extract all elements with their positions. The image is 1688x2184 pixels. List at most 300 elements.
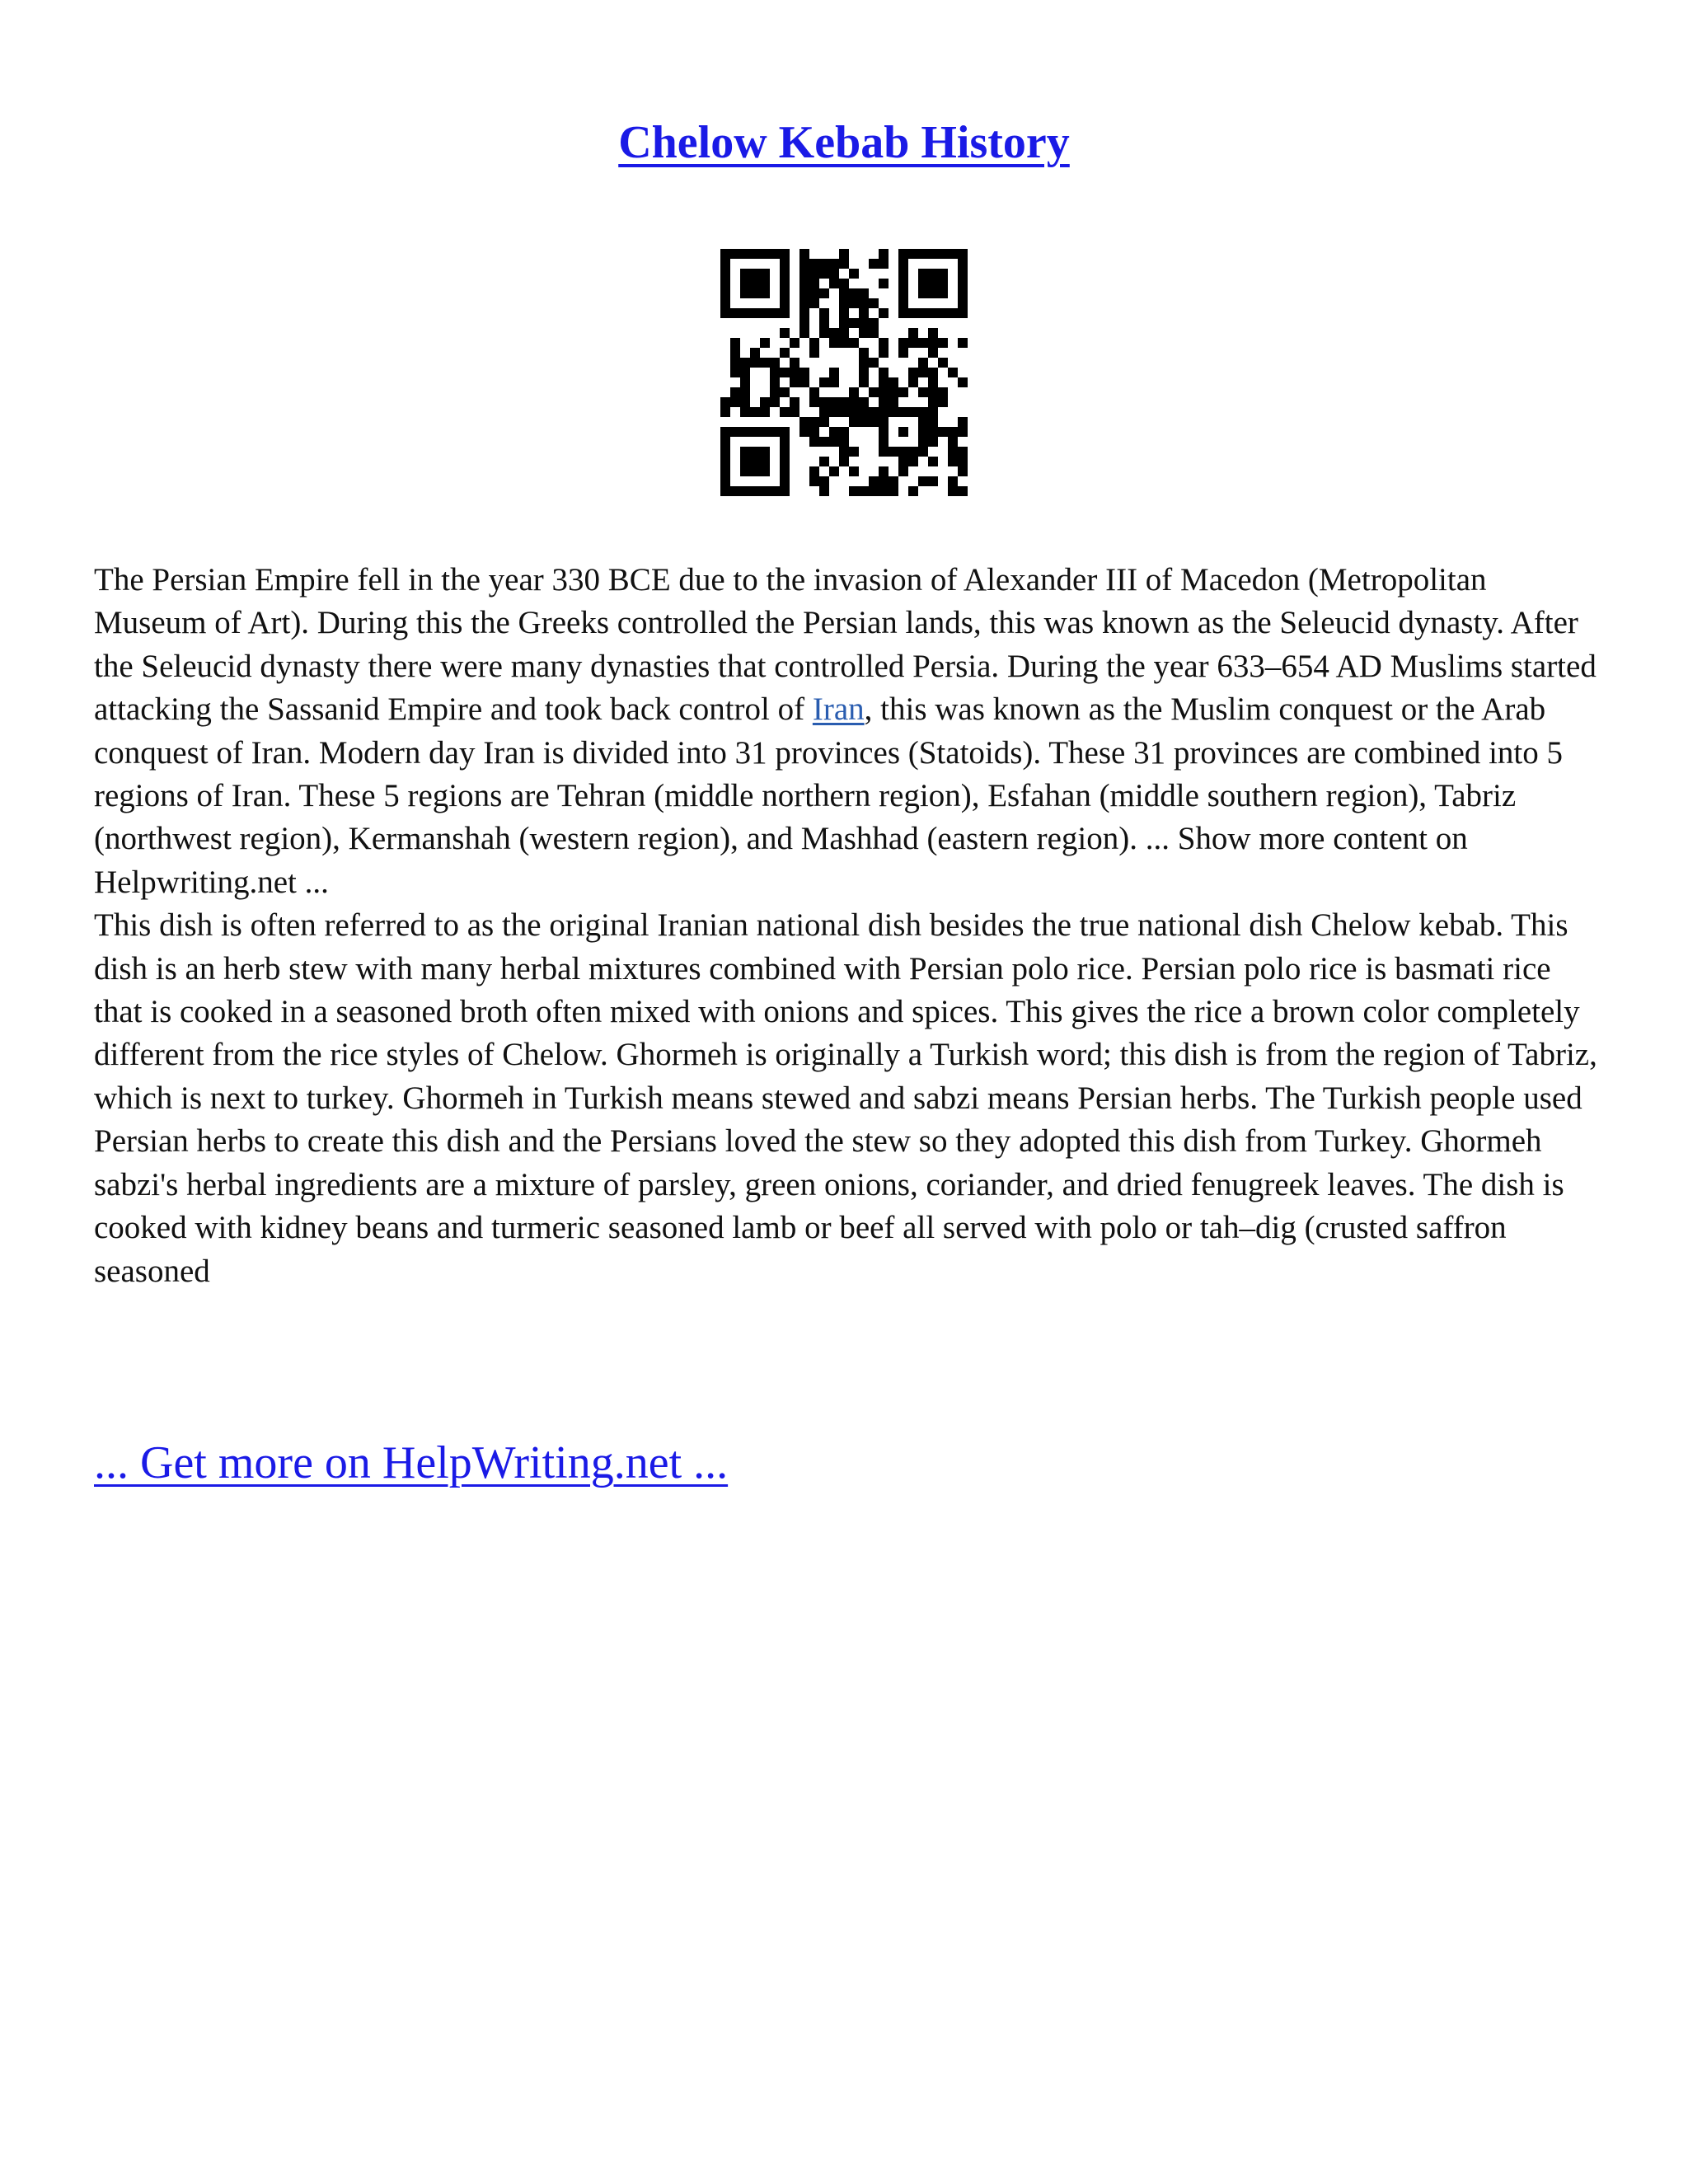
qr-module: [780, 457, 790, 466]
qr-module: [879, 377, 889, 387]
qr-module: [740, 279, 750, 288]
qr-module: [809, 427, 819, 437]
qr-module: [809, 437, 819, 447]
qr-module: [829, 368, 839, 377]
qr-module: [720, 259, 730, 269]
qr-module: [859, 486, 869, 496]
title-link[interactable]: Chelow Kebab History: [618, 117, 1070, 168]
qr-module: [839, 298, 849, 308]
qr-module: [859, 368, 869, 377]
qr-module: [819, 328, 829, 338]
qr-module: [740, 358, 750, 368]
qr-module: [780, 476, 790, 486]
qr-module: [928, 279, 938, 288]
qr-module: [760, 427, 770, 437]
qr-module: [849, 318, 859, 328]
qr-module: [958, 259, 968, 269]
qr-module: [918, 407, 928, 417]
qr-module: [928, 368, 938, 377]
qr-module: [918, 338, 928, 348]
qr-module: [790, 397, 799, 407]
qr-module: [740, 427, 750, 437]
qr-module: [819, 397, 829, 407]
qr-module: [928, 288, 938, 298]
qr-module: [799, 249, 809, 259]
qr-module: [928, 338, 938, 348]
qr-module: [730, 249, 740, 259]
qr-module: [760, 466, 770, 476]
qr-module: [780, 279, 790, 288]
qr-module: [928, 249, 938, 259]
qr-module: [839, 407, 849, 417]
page-title: [0, 114, 1688, 171]
qr-module: [829, 269, 839, 279]
qr-module: [819, 407, 829, 417]
qr-module: [770, 368, 780, 377]
qr-module: [839, 249, 849, 259]
qr-module: [839, 338, 849, 348]
qr-module: [879, 427, 889, 437]
qr-module: [839, 457, 849, 466]
qr-module: [938, 249, 948, 259]
qr-module: [958, 298, 968, 308]
qr-module: [780, 249, 790, 259]
qr-module: [720, 457, 730, 466]
qr-module: [750, 407, 760, 417]
qr-module: [730, 348, 740, 358]
qr-module: [780, 269, 790, 279]
qr-module: [859, 328, 869, 338]
paragraph-2: This dish is often referred to as the original Iranian national dish besides the true national dish Chelow kebab. This dish is an herb stew with many herbal mixtures combined with Persian polo rice. Persian polo rice is basmati rice that is cooked in a seasoned broth often mixed with onions and spices. This gives the rice a brown color completely different from the rice styles of Chelow. Ghormeh is originally a Turkish word; this dish is from the region of Tabriz, which is next to turkey. Ghormeh in Turkish means stewed and sabzi means Persian herbs. The Turkish people used Persian herbs to create this dish and the Persians loved the stew so they adopted this dish from Turkey. Ghormeh sabzi's herbal ingredients are a mixture of parsley, green onions, coriander, and dried fenugreek leaves. The dish is cooked with kidney beans and turmeric seasoned lamb or beef all served with polo or tah–dig (crusted saffron seasoned: [94, 907, 1597, 1289]
qr-module: [869, 407, 879, 417]
qr-module: [849, 447, 859, 457]
qr-module: [730, 397, 740, 407]
paragraph-1-text-a: The Persian Empire fell in the year 330 BCE due to the invasion of Alexander III of Macedon (Metropolitan Museum of Art). During this the Greeks controlled the Persian lands, this was known as the Seleucid dynasty. After the Seleucid dynasty there were many dynasties that controlled Persia. During the year 633–654 AD Muslims started attacking the Sassanid Empire and took back control of: [94, 562, 1597, 728]
qr-module: [740, 377, 750, 387]
qr-module: [780, 298, 790, 308]
qr-module: [908, 457, 918, 466]
qr-module: [829, 427, 839, 437]
qr-module: [829, 466, 839, 476]
qr-module: [809, 417, 819, 427]
qr-module: [839, 397, 849, 407]
qr-module: [849, 417, 859, 427]
qr-module: [750, 358, 760, 368]
qr-module: [889, 486, 898, 496]
qr-module: [720, 466, 730, 476]
qr-module: [720, 298, 730, 308]
qr-module: [898, 288, 908, 298]
qr-module: [928, 417, 938, 427]
qr-module: [928, 308, 938, 318]
qr-module: [869, 387, 879, 397]
qr-module: [918, 427, 928, 437]
qr-module: [740, 397, 750, 407]
qr-module: [908, 368, 918, 377]
qr-module: [849, 466, 859, 476]
qr-module: [839, 288, 849, 298]
qr-module: [889, 447, 898, 457]
qr-module: [780, 466, 790, 476]
qr-module: [760, 447, 770, 457]
qr-module: [720, 437, 730, 447]
qr-module: [918, 249, 928, 259]
qr-module: [859, 407, 869, 417]
qr-module: [750, 427, 760, 437]
qr-module: [889, 387, 898, 397]
qr-module: [879, 417, 889, 427]
qr-module: [790, 368, 799, 377]
qr-module: [839, 328, 849, 338]
qr-module: [819, 417, 829, 427]
qr-module: [760, 279, 770, 288]
qr-module: [740, 387, 750, 397]
qr-module: [908, 407, 918, 417]
qr-module: [948, 427, 958, 437]
qr-module: [908, 447, 918, 457]
qr-module: [799, 279, 809, 288]
qr-module: [859, 298, 869, 308]
qr-module: [859, 417, 869, 427]
qr-module: [869, 358, 879, 368]
qr-module: [799, 259, 809, 269]
qr-module: [889, 377, 898, 387]
qr-module: [839, 279, 849, 288]
qr-module: [730, 427, 740, 437]
get-more-link-container: [94, 1434, 728, 1492]
qr-module: [770, 427, 780, 437]
qr-module: [720, 308, 730, 318]
qr-module: [928, 407, 938, 417]
qr-module: [760, 397, 770, 407]
qr-module: [859, 348, 869, 358]
paragraph-1: [94, 559, 1602, 904]
qr-module: [879, 338, 889, 348]
qr-module: [730, 368, 740, 377]
qr-code-graphic: [720, 249, 968, 496]
qr-module: [898, 269, 908, 279]
qr-module: [829, 397, 839, 407]
qr-module: [720, 269, 730, 279]
qr-module: [889, 397, 898, 407]
qr-module: [819, 259, 829, 269]
qr-module: [928, 328, 938, 338]
qr-module: [809, 298, 819, 308]
qr-code-icon: [720, 249, 968, 496]
paragraph-1-text-b: , this was known as the Muslim conquest or the Arab conquest of Iran. Modern day Iran is divided into 31 provinces (Statoids). These 31 provinces are combined into 5 regions of Iran. These 5 regions are Tehran (middle northern region), Esfahan (middle southern region), Tabriz (northwest region), Kermanshah (western region), and Mashhad (eastern region). ... Show more content on Helpwriting.net ...: [94, 691, 1564, 900]
qr-module: [928, 397, 938, 407]
qr-module: [740, 486, 750, 496]
qr-module: [730, 338, 740, 348]
qr-module: [908, 377, 918, 387]
qr-module: [839, 318, 849, 328]
qr-module: [780, 387, 790, 397]
qr-module: [770, 358, 780, 368]
qr-module: [918, 279, 928, 288]
qr-module: [750, 348, 760, 358]
qr-module: [928, 348, 938, 358]
qr-module: [918, 476, 928, 486]
get-more-link[interactable]: ... Get more on HelpWriting.net ...: [94, 1437, 729, 1488]
qr-module: [809, 466, 819, 476]
qr-module: [938, 269, 948, 279]
qr-module: [720, 288, 730, 298]
qr-module: [799, 318, 809, 328]
qr-module: [958, 447, 968, 457]
qr-module: [849, 338, 859, 348]
qr-module: [799, 298, 809, 308]
qr-module: [898, 457, 908, 466]
qr-module: [750, 447, 760, 457]
qr-module: [780, 288, 790, 298]
qr-module: [898, 279, 908, 288]
qr-module: [879, 259, 889, 269]
qr-module: [760, 288, 770, 298]
qr-module: [859, 288, 869, 298]
qr-module: [770, 397, 780, 407]
qr-module: [790, 338, 799, 348]
qr-module: [780, 348, 790, 358]
qr-module: [750, 486, 760, 496]
qr-module: [859, 318, 869, 328]
qr-module: [720, 486, 730, 496]
qr-module: [730, 308, 740, 318]
qr-module: [879, 397, 889, 407]
qr-module: [829, 377, 839, 387]
qr-module: [879, 348, 889, 358]
qr-module: [809, 338, 819, 348]
qr-module: [750, 308, 760, 318]
qr-module: [780, 427, 790, 437]
qr-module: [879, 486, 889, 496]
qr-module: [760, 338, 770, 348]
qr-module: [740, 407, 750, 417]
qr-module: [829, 328, 839, 338]
qr-module: [839, 259, 849, 269]
qr-module: [958, 427, 968, 437]
qr-module: [819, 377, 829, 387]
qr-module: [958, 417, 968, 427]
qr-module: [760, 486, 770, 496]
qr-module: [918, 269, 928, 279]
qr-module: [720, 427, 730, 437]
qr-module: [918, 288, 928, 298]
qr-module: [740, 368, 750, 377]
qr-module: [819, 269, 829, 279]
qr-module: [799, 308, 809, 318]
qr-module: [918, 358, 928, 368]
qr-module: [809, 279, 819, 288]
qr-module: [958, 279, 968, 288]
qr-module: [740, 447, 750, 457]
article-body: [94, 559, 1602, 1293]
qr-module: [869, 318, 879, 328]
qr-module: [898, 427, 908, 437]
qr-module: [799, 328, 809, 338]
qr-module: [849, 288, 859, 298]
qr-module: [898, 387, 908, 397]
qr-module: [928, 437, 938, 447]
qr-module: [790, 377, 799, 387]
qr-module: [720, 407, 730, 417]
qr-module: [829, 279, 839, 288]
qr-module: [740, 288, 750, 298]
qr-module: [839, 427, 849, 437]
qr-module: [958, 288, 968, 298]
qr-module: [849, 397, 859, 407]
qr-module: [908, 308, 918, 318]
qr-module: [790, 358, 799, 368]
qr-module: [809, 259, 819, 269]
qr-module: [809, 397, 819, 407]
qr-module: [958, 377, 968, 387]
qr-module: [720, 249, 730, 259]
qr-module: [760, 308, 770, 318]
qr-module: [809, 348, 819, 358]
qr-module: [730, 486, 740, 496]
qr-module: [750, 466, 760, 476]
qr-module: [760, 457, 770, 466]
qr-module: [938, 427, 948, 437]
qr-module: [879, 279, 889, 288]
qr-module: [958, 338, 968, 348]
qr-module: [898, 348, 908, 358]
qr-module: [799, 427, 809, 437]
qr-module: [839, 437, 849, 447]
qr-module: [760, 407, 770, 417]
qr-module: [859, 377, 869, 387]
qr-module: [799, 377, 809, 387]
qr-module: [869, 259, 879, 269]
qr-module: [869, 417, 879, 427]
qr-module: [908, 249, 918, 259]
qr-module: [780, 486, 790, 496]
qr-module: [869, 486, 879, 496]
qr-module: [879, 447, 889, 457]
qr-module: [928, 457, 938, 466]
qr-module: [750, 457, 760, 466]
qr-module: [938, 338, 948, 348]
qr-module: [958, 466, 968, 476]
qr-module: [898, 466, 908, 476]
qr-module: [770, 249, 780, 259]
qr-module: [879, 368, 889, 377]
qr-module: [928, 377, 938, 387]
qr-module: [889, 407, 898, 417]
qr-module: [849, 298, 859, 308]
qr-module: [760, 249, 770, 259]
qr-module: [859, 308, 869, 318]
qr-module: [720, 397, 730, 407]
qr-module: [780, 447, 790, 457]
qr-module: [770, 377, 780, 387]
qr-module: [898, 338, 908, 348]
qr-module: [948, 308, 958, 318]
qr-module: [740, 249, 750, 259]
qr-module: [740, 308, 750, 318]
qr-module: [819, 308, 829, 318]
qr-module: [849, 387, 859, 397]
qr-module: [829, 259, 839, 269]
qr-module: [790, 407, 799, 417]
qr-module: [958, 308, 968, 318]
qr-module: [819, 476, 829, 486]
qr-module: [839, 308, 849, 318]
qr-module: [849, 269, 859, 279]
qr-module: [720, 279, 730, 288]
qr-module: [948, 457, 958, 466]
qr-module: [780, 407, 790, 417]
qr-module: [898, 407, 908, 417]
qr-module: [958, 269, 968, 279]
qr-module: [928, 427, 938, 437]
qr-module: [958, 486, 968, 496]
qr-module: [809, 288, 819, 298]
qr-module: [869, 476, 879, 486]
qr-module: [819, 318, 829, 328]
qr-module: [809, 269, 819, 279]
iran-link[interactable]: Iran: [812, 691, 865, 728]
qr-module: [849, 486, 859, 496]
qr-module: [819, 288, 829, 298]
qr-module: [928, 476, 938, 486]
qr-module: [938, 279, 948, 288]
qr-module: [958, 457, 968, 466]
qr-module: [879, 466, 889, 476]
qr-module: [908, 328, 918, 338]
qr-module: [958, 249, 968, 259]
qr-module: [829, 338, 839, 348]
qr-module: [819, 437, 829, 447]
qr-module: [898, 447, 908, 457]
qr-module: [829, 437, 839, 447]
qr-module: [740, 466, 750, 476]
qr-module: [720, 447, 730, 457]
qr-module: [918, 308, 928, 318]
qr-module: [948, 476, 958, 486]
qr-module: [750, 249, 760, 259]
qr-module: [740, 457, 750, 466]
qr-module: [898, 308, 908, 318]
qr-module: [780, 308, 790, 318]
qr-module: [809, 387, 819, 397]
qr-module: [819, 457, 829, 466]
qr-module: [829, 407, 839, 417]
qr-module: [730, 358, 740, 368]
qr-module: [879, 249, 889, 259]
qr-module: [730, 387, 740, 397]
qr-module: [908, 338, 918, 348]
qr-module: [948, 486, 958, 496]
qr-module: [799, 269, 809, 279]
qr-module: [948, 368, 958, 377]
qr-module: [809, 476, 819, 486]
qr-module: [799, 288, 809, 298]
qr-module: [770, 486, 780, 496]
qr-module: [879, 437, 889, 447]
qr-module: [879, 387, 889, 397]
qr-module: [869, 298, 879, 308]
qr-module: [898, 259, 908, 269]
qr-module: [938, 358, 948, 368]
qr-module: [928, 269, 938, 279]
qr-module: [740, 269, 750, 279]
qr-module: [770, 308, 780, 318]
qr-module: [879, 476, 889, 486]
qr-module: [908, 486, 918, 496]
qr-module: [889, 476, 898, 486]
qr-module: [928, 387, 938, 397]
